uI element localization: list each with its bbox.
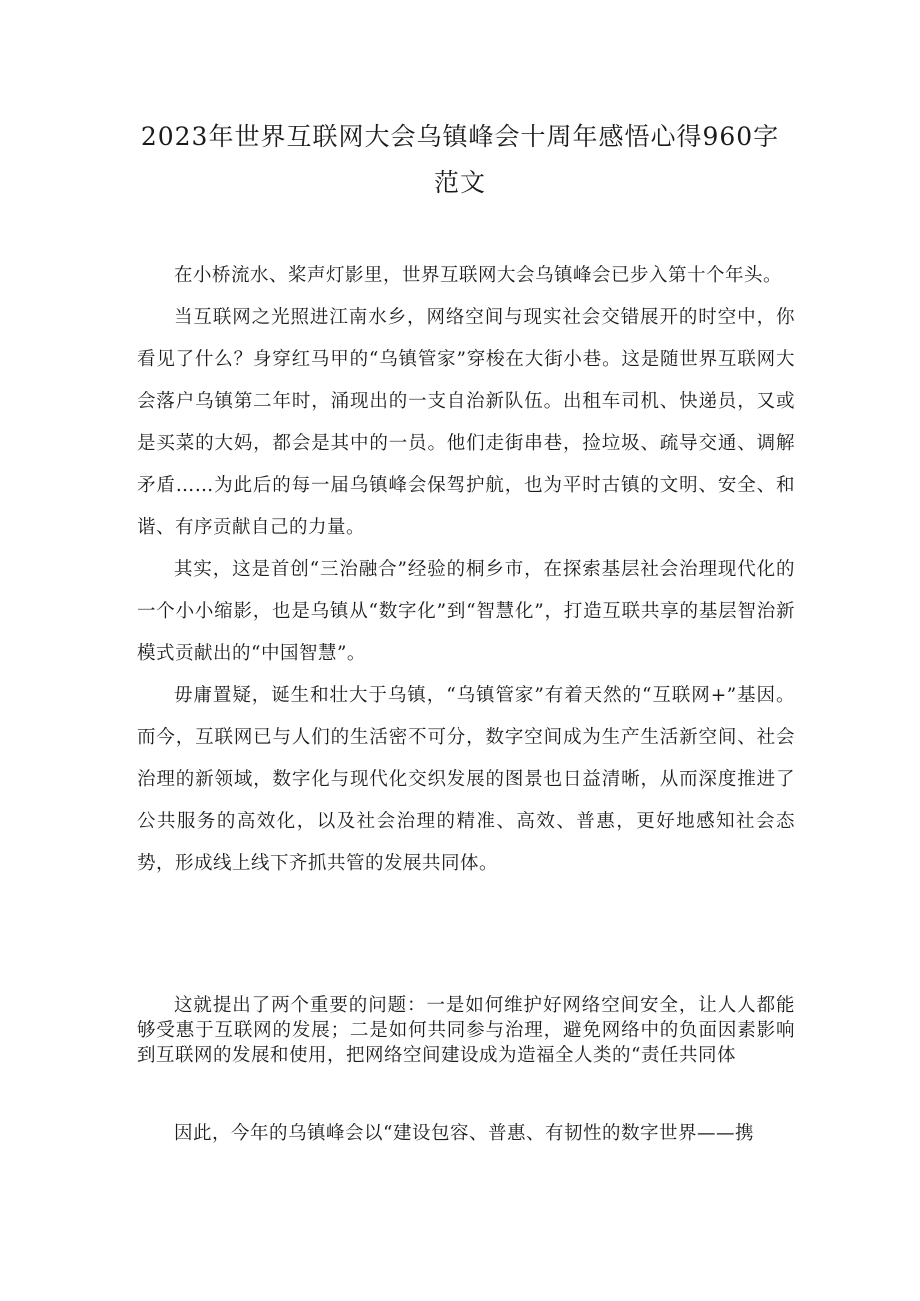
paragraph: 其实，这是首创“三治融合”经验的桐乡市，在探索基层社会治理现代化的一个小小缩影，也是乌镇从“数字化”到“智慧化”，打造互联共享的基层智治新模式贡献出的“中国智慧”。 (137, 559, 795, 664)
paragraph: 毋庸置疑，诞生和壮大于乌镇，“乌镇管家”有着天然的“互联网+”基因。而今，互联网已与人们的生活密不可分，数字空间成为生产生活新空间、社会治理的新领域，数字化与现代化交织发展的图景也日益清晰，从而深度推进了公共服务的高效化，以及社会治理的精准、高效、普惠，更好地感知社会态势，形成线上线下齐抓共管的发展共同体。 (137, 685, 795, 874)
paragraph: 这就提出了两个重要的问题：一是如何维护好网络空间安全，让人人都能够受惠于互联网的发展；二是如何共同参与治理，避免网络中的负面因素影响到互联网的发展和使用，把网络空间建设成为造福全人类的“责任共同体 (137, 995, 795, 1066)
paragraph: 当互联网之光照进江南水乡，网络空间与现实社会交错展开的时空中，你看见了什么？身穿红马甲的“乌镇管家”穿梭在大街小巷。这是随世界互联网大会落户乌镇第二年时，涌现出的一支自治新队伍。出租车司机、快递员，又或是买菜的大妈，都会是其中的一员。他们走街串巷，捡垃圾、疏导交通、调解矛盾……为此后的每一届乌镇峰会保驾护航，也为平时古镇的文明、安全、和谐、有序贡献自己的力量。 (137, 307, 795, 538)
paragraph: 在小桥流水、桨声灯影里，世界互联网大会乌镇峰会已步入第十个年头。 (174, 265, 783, 286)
document-title: 2023年世界互联网大会乌镇峰会十周年感悟心得960字范文 (140, 122, 780, 197)
paragraph: 因此，今年的乌镇峰会以“建设包容、普惠、有韧性的数字世界——携 (174, 1123, 754, 1144)
document-body (137, 255, 795, 885)
